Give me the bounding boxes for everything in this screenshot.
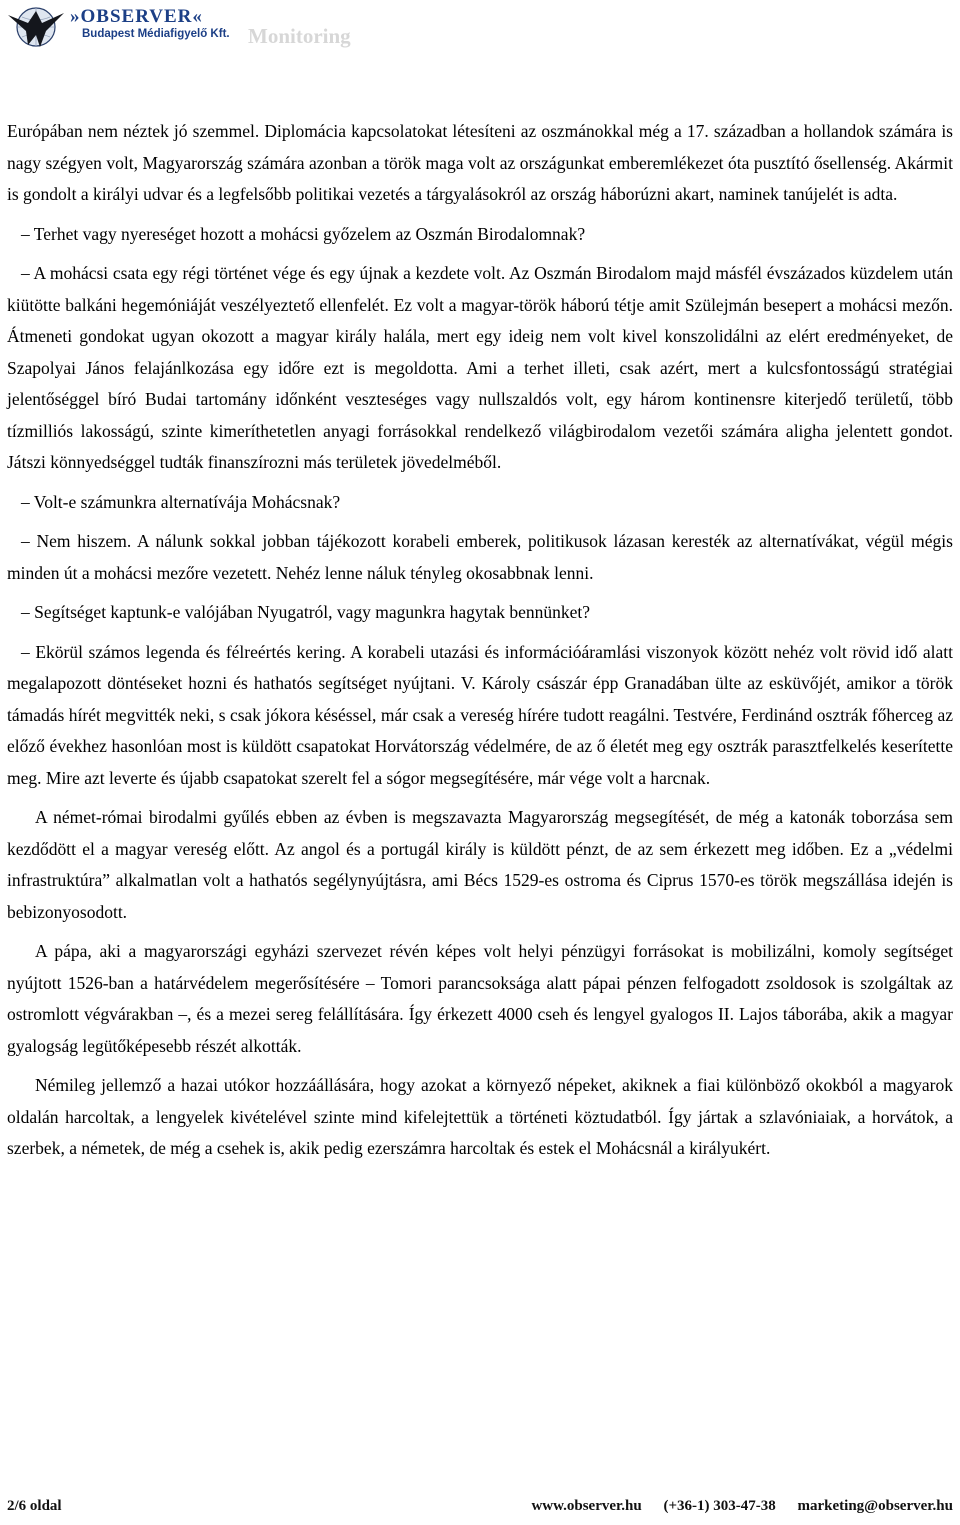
interview-answer: – Ekörül számos legenda és félreértés kering. A korabeli utazási és információáramlási viszonyok között nehéz volt rövid idő alatt megalapozott döntéseket hozni és hathatós segítséget nyújtani. V. Károly császár épp Granadában ülte az esküvőjét, amikor a török támadás hírét megvitték neki, s csak jókora késéssel, már csak a vereség hírére tudott reagálni. Testvére, Ferdinánd osztrák főherceg az előző évekhez hasonlóan most is küldött csapatokat Horvátország védelmére, de az ő életét meg egy osztrák parasztfelkelés keserítette meg. Mire azt leverte és újabb csapatokat szerelt fel a sógor megsegítésére, már vége volt a harcnak. [7,641,953,788]
page-number: 2/6 oldal [7,1498,62,1514]
interview-answer: – Nem hiszem. A nálunk sokkal jobban tájékozott korabeli emberek, politikusok lázasan keresték az alternatívákat, végül mégis minden út a mohácsi mezőre vezetett. Nehéz lenne náluk tényleg okosabbnak lenni. [7,531,953,583]
eagle-globe-icon [6,3,66,49]
paragraph: Némileg jellemző a hazai utókor hozzáállására, hogy azokat a környező népeket, akiknek a fiai különböző okokból a magyarok oldalán harcoltak, a lengyelek kivételével szinte mind kifelejtettük a történeti köztudatból. Így jártak a szlavóniaiak, a horvátok, a szerbek, a németek, de még a csehek is, akik pedig ezerszámra harcoltak és estek el Mohácsnál a királyukért. [7,1075,953,1158]
interview-question: – Terhet vagy nyereséget hozott a mohácsi győzelem az Oszmán Birodalomnak? [21,223,586,244]
page-header [4,0,424,52]
interview-question: – Volt-e számunkra alternatívája Mohácsnak? [21,491,341,512]
paragraph: A pápa, aki a magyarországi egyházi szervezet révén képes volt helyi pénzügyi forrásokat is mobilizálni, komoly segítséget nyújtott 1526-ban a határvédelem megerősítésére – Tomori parancsoksága alatt pápai pénzen felfogadott zsoldosok is szolgáltak az ostromlott végvárakban –, és a mezei sereg felállítására. Így érkezett 4000 cseh és lengyel gyalogos II. Lajos táborába, akik a magyar gyalogság legütőképesebb részét alkották. [7,941,953,1056]
brand-subtitle: Budapest Médiafigyelő Kft. [82,28,230,40]
section-title: Monitoring [248,24,351,48]
paragraph: Európában nem néztek jó szemmel. Diplomácia kapcsolatokat létesíteni az oszmánokkal még a 17. században a hollandok számára is nagy szégyen volt, Magyarország számára azonban a török maga volt az országunkat emberemlékezet óta pusztító ősellenség. Akármit is gondolt a királyi udvar és a legfelsőbb politikai vezetés a tárgyalásokról az ország háborúzni akart, naminek tanújelét is adta. [7,121,953,204]
paragraph: A német-római birodalmi gyűlés ebben az évben is megszavazta Magyarország megsegítését, de még a katonák toborzása sem kezdődött el a magyar vereség előtt. Az angol és a portugál király is küldött pénzt, de az sem érkezett meg időben. Ez a „védelmi infrastruktúra” alkalmatlan volt a hathatós segélynyújtásra, ami Bécs 1529-es ostroma és Ciprus 1570-es török megszállása idején is bebizonyosodott. [7,807,953,922]
interview-question: – Segítséget kaptunk-e valójában Nyugatról, vagy magunkra hagytak bennünket? [21,602,591,622]
contact-info [513,1498,953,1515]
website-link[interactable]: www.observer.hu [531,1498,642,1514]
brand-logo-text: »OBSERVER« [70,6,203,27]
email-link[interactable]: marketing@observer.hu [797,1498,953,1514]
phone-number: (+36-1) 303-47-38 [663,1498,776,1514]
interview-answer: – A mohácsi csata egy régi történet vége és egy újnak a kezdete volt. Az Oszmán Birodalom majd másfél évszázados küzdelem után kiütötte balkáni hegemóniáját veszélyeztető ellenfelét. Ez volt a magyar-török háború tétje amit Szülejmán besepert a mohácsi mezőn. Átmeneti gondokat ugyan okozott a magyar király halála, mert egy ideig nem volt kivel konszolidálni az elért eredményeket, de Szapolyai János felajánlkozása egy időre ezt is megoldotta. Ami a terhet illeti, csak azért, mert a kulcsfontosságú stratégiai jelentőséggel bíró Budai tartomány időnként veszteséges vagy nullszaldós volt, egy három kontinensre kiterjedő területű, több tízmilliós lakosságú, szinte kimeríthetetlen anyagi forrásokkal rendelkező világbirodalom vezetői számára aligha jelentett gondot. Játszi könnyedséggel tudták finanszírozni más területek jövedelméből. [7,263,953,472]
article-body [7,116,953,1173]
